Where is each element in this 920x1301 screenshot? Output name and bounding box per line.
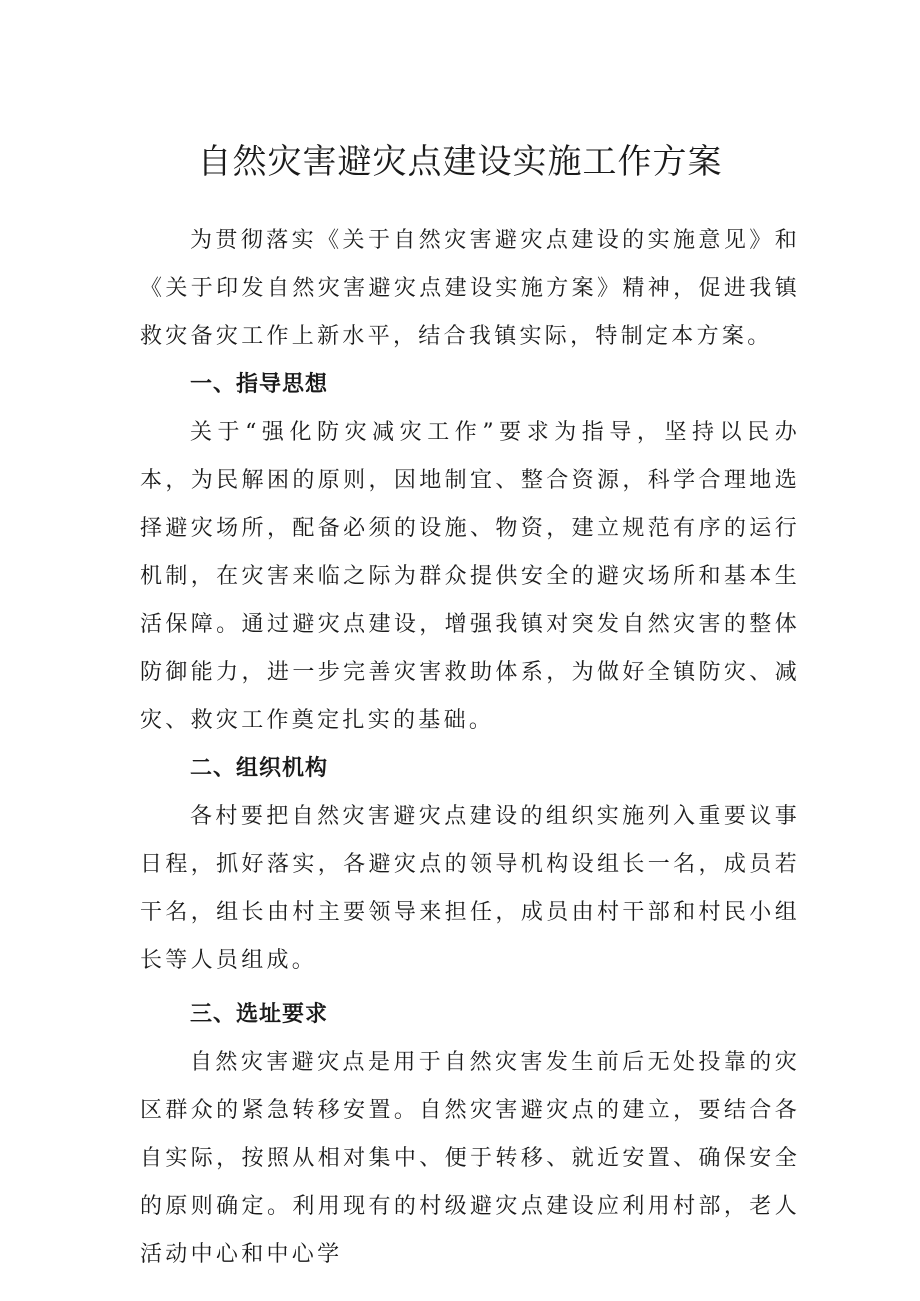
section-heading-organization: 二、组织机构	[190, 756, 329, 781]
intro-paragraph: 为贯彻落实《关于自然灾害避灾点建设的实施意见》和《关于印发自然灾害避灾点建设实施方案》精神，促进我镇救灾备灾工作上新水平，结合我镇实际，特制定本方案。	[140, 228, 800, 349]
section-paragraph-organization: 各村要把自然灾害避灾点建设的组织实施列入重要议事日程，抓好落实，各避灾点的领导机构设组长一名，成员若干名，组长由村主要领导来担任，成员由村干部和村民小组长等人员组成。	[140, 804, 800, 973]
section-paragraph-site-requirements: 自然灾害避灾点是用于自然灾害发生前后无处投靠的灾区群众的紧急转移安置。自然灾害避灾点的建立，要结合各自实际，按照从相对集中、便于转移、就近安置、确保安全的原则确定。利用现有的村级避灾点建设应利用村部，老人活动中心和中心学	[140, 1050, 800, 1267]
section-heading-site-requirements: 三、选址要求	[190, 1002, 329, 1027]
document-title: 自然灾害避灾点建设实施工作方案	[197, 142, 723, 182]
document-body	[140, 217, 800, 1279]
section-paragraph-guiding-ideology: 关于“强化防灾减灾工作”要求为指导，坚持以民办本，为民解困的原则，因地制宜、整合资源，科学合理地选择避灾场所，配备必须的设施、物资，建立规范有序的运行机制，在灾害来临之际为群众提供安全的避灾场所和基本生活保障。通过避灾点建设，增强我镇对突发自然灾害的整体防御能力，进一步完善灾害救助体系，为做好全镇防灾、减灾、救灾工作奠定扎实的基础。	[140, 420, 800, 733]
section-heading-guiding-ideology: 一、指导思想	[190, 372, 329, 397]
